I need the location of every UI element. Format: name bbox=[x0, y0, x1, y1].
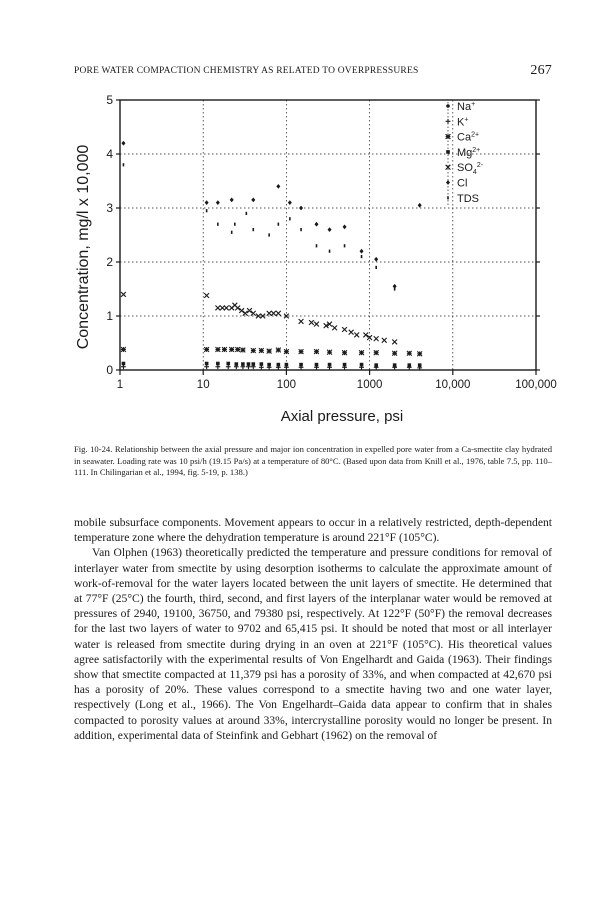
data-point-na bbox=[374, 336, 379, 341]
data-point-ca2 bbox=[314, 349, 319, 354]
data-point-tds bbox=[123, 163, 125, 166]
data-point-cl bbox=[251, 198, 255, 203]
y-tick-label: 1 bbox=[106, 309, 113, 323]
data-point-tds bbox=[252, 228, 254, 231]
legend-label: $Mg^{2+}$ bbox=[457, 146, 481, 159]
data-point-na bbox=[204, 293, 209, 298]
data-point-na bbox=[382, 338, 387, 343]
running-head-title: PORE WATER COMPACTION CHEMISTRY AS RELATED TO OVERPRESSURES bbox=[74, 66, 419, 76]
data-point-ca2 bbox=[204, 347, 209, 352]
data-point-ca2 bbox=[240, 348, 245, 353]
data-point-na bbox=[309, 320, 314, 325]
legend-marker bbox=[446, 134, 451, 139]
data-point-ca2 bbox=[121, 347, 126, 352]
data-point-na bbox=[363, 333, 368, 338]
plot-frame bbox=[120, 100, 536, 370]
x-tick-label: 1 bbox=[116, 379, 124, 391]
y-tick-label: 0 bbox=[106, 363, 113, 377]
data-point-na bbox=[247, 308, 252, 313]
x-tick-label: 100 bbox=[276, 379, 296, 391]
legend-label: K+ bbox=[457, 116, 469, 129]
legend-marker bbox=[447, 196, 449, 199]
data-point-cl bbox=[374, 257, 378, 262]
data-point-ca2 bbox=[342, 350, 347, 355]
data-point-na bbox=[342, 327, 347, 332]
data-point-tds bbox=[300, 228, 302, 231]
figure bbox=[62, 88, 562, 440]
paragraph: mobile subsurface components. Movement appears to occur in a relatively restricted, depth-dependent temperature zone where the dehydration temperature is around 221°F (105°C). bbox=[74, 516, 552, 545]
data-point-cl bbox=[314, 222, 318, 227]
legend-marker bbox=[446, 119, 451, 124]
legend-label: $SO_4^{2-}$ bbox=[457, 162, 484, 177]
data-point-cl bbox=[121, 141, 125, 146]
data-point-ca2 bbox=[251, 348, 256, 353]
x-tick-label: 100,000 bbox=[515, 379, 557, 391]
data-point-cl bbox=[216, 200, 220, 205]
legend-marker bbox=[446, 104, 450, 108]
data-point-na bbox=[224, 306, 229, 311]
data-point-tds bbox=[316, 244, 318, 247]
data-point-tds bbox=[375, 266, 377, 269]
data-point-cl bbox=[299, 206, 303, 211]
data-point-cl bbox=[393, 284, 397, 289]
data-point-na bbox=[271, 311, 276, 316]
data-point-ca2 bbox=[229, 347, 234, 352]
data-point-ca2 bbox=[267, 349, 272, 354]
data-point-na bbox=[314, 322, 319, 327]
data-point-ca2 bbox=[392, 351, 397, 356]
y-tick-label: 3 bbox=[106, 201, 113, 215]
y-tick-label: 2 bbox=[106, 255, 113, 269]
data-point-tds bbox=[217, 223, 219, 226]
data-point-tds bbox=[344, 244, 346, 247]
data-point-na bbox=[243, 311, 248, 316]
data-point-tds bbox=[361, 255, 363, 258]
data-point-cl bbox=[343, 225, 347, 230]
data-point-na bbox=[251, 311, 256, 316]
data-point-na bbox=[239, 308, 244, 313]
data-point-na bbox=[354, 333, 359, 338]
y-axis-label: Concentration, mg/l x 10,000 bbox=[75, 144, 92, 350]
data-point-tds bbox=[206, 209, 208, 212]
data-point-na bbox=[299, 319, 304, 324]
data-point-na bbox=[349, 330, 354, 335]
data-point-tds bbox=[246, 212, 248, 215]
data-point-cl bbox=[418, 203, 422, 208]
data-point-ca2 bbox=[407, 351, 412, 356]
data-point-na bbox=[215, 306, 220, 311]
data-point-ca2 bbox=[374, 350, 379, 355]
legend-label: Na+ bbox=[457, 101, 476, 113]
legend-marker bbox=[446, 150, 450, 154]
y-tick-label: 5 bbox=[106, 93, 113, 107]
data-point-na bbox=[392, 340, 397, 345]
data-point-na bbox=[121, 292, 126, 297]
body-text bbox=[74, 515, 552, 743]
data-point-na bbox=[235, 306, 240, 311]
legend-marker bbox=[446, 180, 450, 185]
data-point-ca2 bbox=[259, 348, 264, 353]
data-point-ca2 bbox=[417, 351, 422, 356]
data-point-tds bbox=[234, 223, 236, 226]
data-point-ca2 bbox=[299, 349, 304, 354]
data-point-tds bbox=[289, 217, 291, 220]
x-tick-label: 1000 bbox=[356, 379, 383, 391]
data-point-tds bbox=[278, 223, 280, 226]
legend-label: $Ca^{2+}$ bbox=[457, 131, 480, 144]
paragraph: Van Olphen (1963) theoretically predicted the temperature and pressure conditions for removal of interlayer water from smectite by using desorption isotherms to calculate the approximate amount of work-of-removal for the water layers located between the unit layers of smectite. He determined that at 77°F (25°C) the fourth, third, second, and first layers of the interplanar water would be removed at pressures of 2940, 19100, 36750, and 79380 psi, respectively. At 122°F (50°F) the removal decreases for the last two layers of water to 9702 and 65,415 psi. It should be noted that most or all interlayer water is released from smectite during drying in an oven at 221°F (105°C). His theoretical values agree satisfactorily with the experimental results of Von Engelhardt and Gaida (1963). Their findings show that smectite compacted at 11,379 psi has a porosity of 33%, and when compacted at 42,670 psi has a porosity of 20%. These values correspond to a smectite having two and one water layer, respectively (Long et al., 1966). The Von Engelhardt–Gaida data appear to confirm that in shales compacted to porosity values at around 33%, intercrystalline porosity would no longer be present. In addition, experimental data of Steinfink and Gebhart (1962) on the removal of bbox=[74, 546, 552, 742]
figure-caption: Fig. 10-24. Relationship between the axial pressure and major ion concentration in expelled pore water from a Ca-smectite clay hydrated in seawater. Loading rate was 10 psi/h (19.15 Pa/s) at a temperature of 80°C. (Based upon data from Knill et al., 1976, table 7.5, pp. 110–111. In Chilingarian et al., 1994, fig. 5-19, p. 138.) bbox=[74, 444, 552, 478]
data-point-tds bbox=[268, 233, 270, 236]
data-point-na bbox=[367, 335, 372, 340]
data-point-na bbox=[332, 325, 337, 330]
page-number: 267 bbox=[530, 63, 552, 78]
data-point-na bbox=[276, 311, 281, 316]
data-point-tds bbox=[231, 231, 233, 234]
data-point-ca2 bbox=[276, 348, 281, 353]
x-axis-label: Axial pressure, psi bbox=[280, 408, 404, 425]
data-point-cl bbox=[205, 200, 209, 205]
legend-label: TDS bbox=[457, 192, 479, 205]
data-point-ca2 bbox=[215, 347, 220, 352]
data-point-cl bbox=[276, 184, 280, 189]
data-point-ca2 bbox=[359, 350, 364, 355]
data-point-tds bbox=[329, 250, 331, 253]
data-point-cl bbox=[328, 227, 332, 232]
scatter-chart bbox=[62, 88, 562, 408]
data-point-cl bbox=[360, 249, 364, 254]
y-tick-label: 4 bbox=[106, 147, 113, 161]
x-tick-label: 10,000 bbox=[435, 379, 471, 391]
data-point-ca2 bbox=[235, 347, 240, 352]
x-tick-label: 10 bbox=[196, 379, 210, 391]
data-point-cl bbox=[288, 200, 292, 205]
data-point-ca2 bbox=[327, 350, 332, 355]
legend-label: Cl bbox=[457, 177, 468, 190]
data-point-ca2 bbox=[222, 347, 227, 352]
data-point-na bbox=[267, 311, 272, 316]
data-point-cl bbox=[230, 198, 234, 203]
data-point-ca2 bbox=[284, 349, 289, 354]
running-head bbox=[74, 64, 552, 82]
